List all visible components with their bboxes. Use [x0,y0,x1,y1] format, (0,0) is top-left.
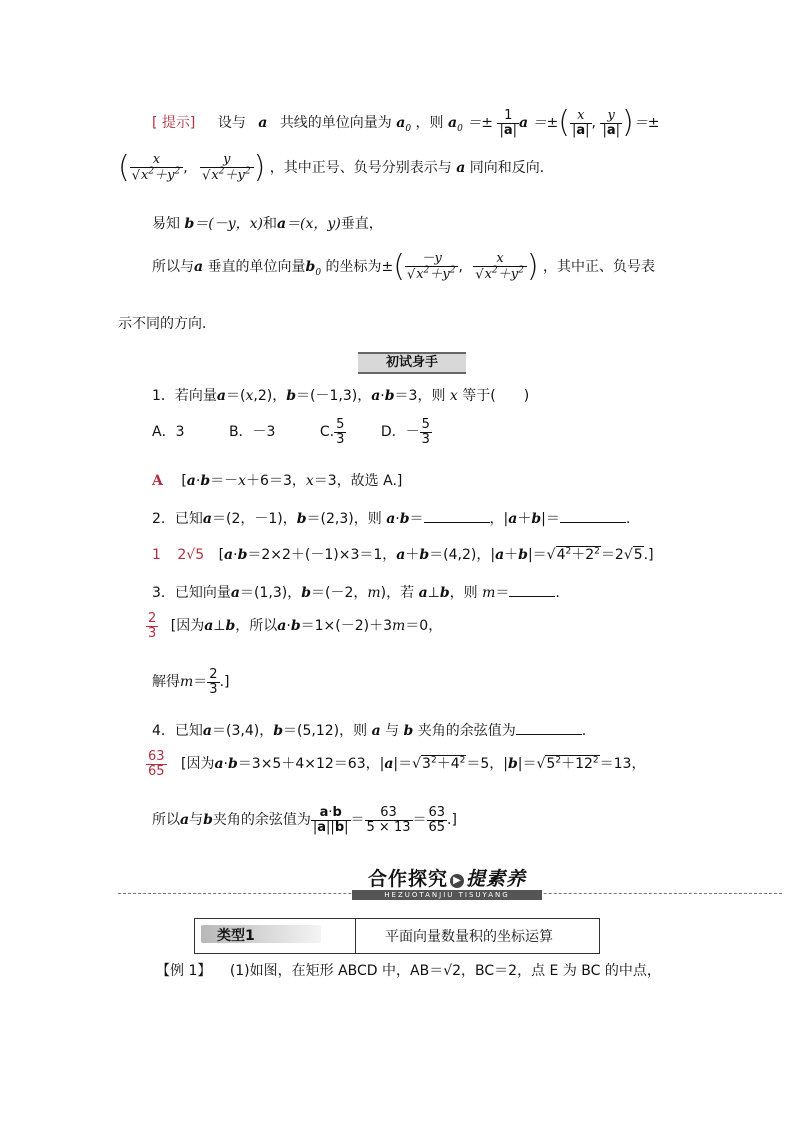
frac-unit: $\frac{1}{|a|}$ [499,107,517,138]
q4-solution-2: 所以a与b夹角的余弦值为 $\frac{a\cdot b}{|a||b|}$ ＝ $\frac{63}{5 \times 13}$ ＝ $\frac{63}{65}$ .] [152,805,457,835]
hint-line-1: [ 提示] 设与 a 共线的单位向量为 $a_0$ ，则 $a_0$ ＝± $\frac{1}{|a|}$ a ＝±( $\frac{x}{|a|}$ , $\frac{y}{|a|}$ )＝± [152,105,660,140]
section-heading: 合作探究 ▶ 提素养 [367,868,527,890]
q1-solution: A [a·b＝－x＋6＝3，x＝3，故选 A.] [152,473,403,489]
q3-solution-2: 解得m＝ $\frac{2}{3}$ .] [152,667,230,697]
q1-answer: A [152,473,163,489]
q4-solution: $\frac{63}{65}$ [因为a·b＝3×5＋4×12＝63，$|a|=√3^2+4^2=5$，$|b|=√5^2+12^2=13$， [148,749,646,779]
option-b[interactable]: B．－3 [228,424,276,441]
q3-answer: $\frac{2}{3}$ [148,611,157,641]
example-text: (1)如图，在矩形 ABCD 中，AB＝√2，BC＝2，点 E 为 BC 的中点， [229,963,661,979]
heading-subtitle: HEZUOTANJIU TISUYANG [352,890,542,900]
arrow-icon: ▶ [450,874,464,888]
option-a[interactable]: A．3 [152,424,185,441]
question-1-options [152,418,432,446]
type-box [194,918,600,954]
question-1: 1．若向量a＝(x,2)，b＝(－1,3)，a·b＝3，则 x 等于( ) [152,388,530,404]
question-4: 4．已知a＝(3,4)，b＝(5,12)，则 a 与 b 夹角的余弦值为 . [152,723,587,739]
hint-line-2: ( $\frac{x}{√x^2+y^2}$ , $\frac{y}{√x^2+y^2}$ ) ，其中正号、负号分别表示与 a 同向和反向． [118,150,554,185]
hint-line-4: 所以与a 垂直的单位向量$b_0$ 的坐标为±( $\frac{-y}{√x^2+y^2}$ , $\frac{x}{√x^2+y^2}$ ) ，其中正、负号表 [152,249,655,284]
option-c[interactable]: C. $\frac{5}{3}$ [319,417,345,447]
q3-solution: $\frac{2}{3}$ [因为a⊥b，所以a·b＝1×(－2)＋3m＝0， [148,611,443,641]
question-3: 3．已知向量a＝(1,3)，b＝(－2，m)，若 a⊥b，则 m＝ . [152,585,560,601]
hint-line-5: 示不同的方向． [118,316,216,332]
hint-line-3: 易知 b＝(－y，x)和a＝(x，y)垂直， [152,216,383,232]
option-d[interactable]: D．－ $\frac{5}{3}$ [380,417,430,447]
example-label: 【例 1】 [156,963,212,979]
q2-solution: 1 2√5 [a·b＝2×2＋(－1)×3＝1，a＋b＝(4,2)，$|a+b|=√4^2+2^2=2√5$.] [152,546,654,563]
section-banner: 初试身手 [358,352,466,374]
q4-answer: $\frac{63}{65}$ [148,749,165,779]
hint-label: [ 提示] [152,115,196,131]
example-1 [156,960,661,980]
type-title: 平面向量数量积的坐标运算 [385,929,553,945]
type-label: 类型1 [217,928,255,944]
question-2: 2．已知a＝(2，－1)，b＝(2,3)，则 a·b＝ ，|a＋b|＝ . [152,511,631,527]
